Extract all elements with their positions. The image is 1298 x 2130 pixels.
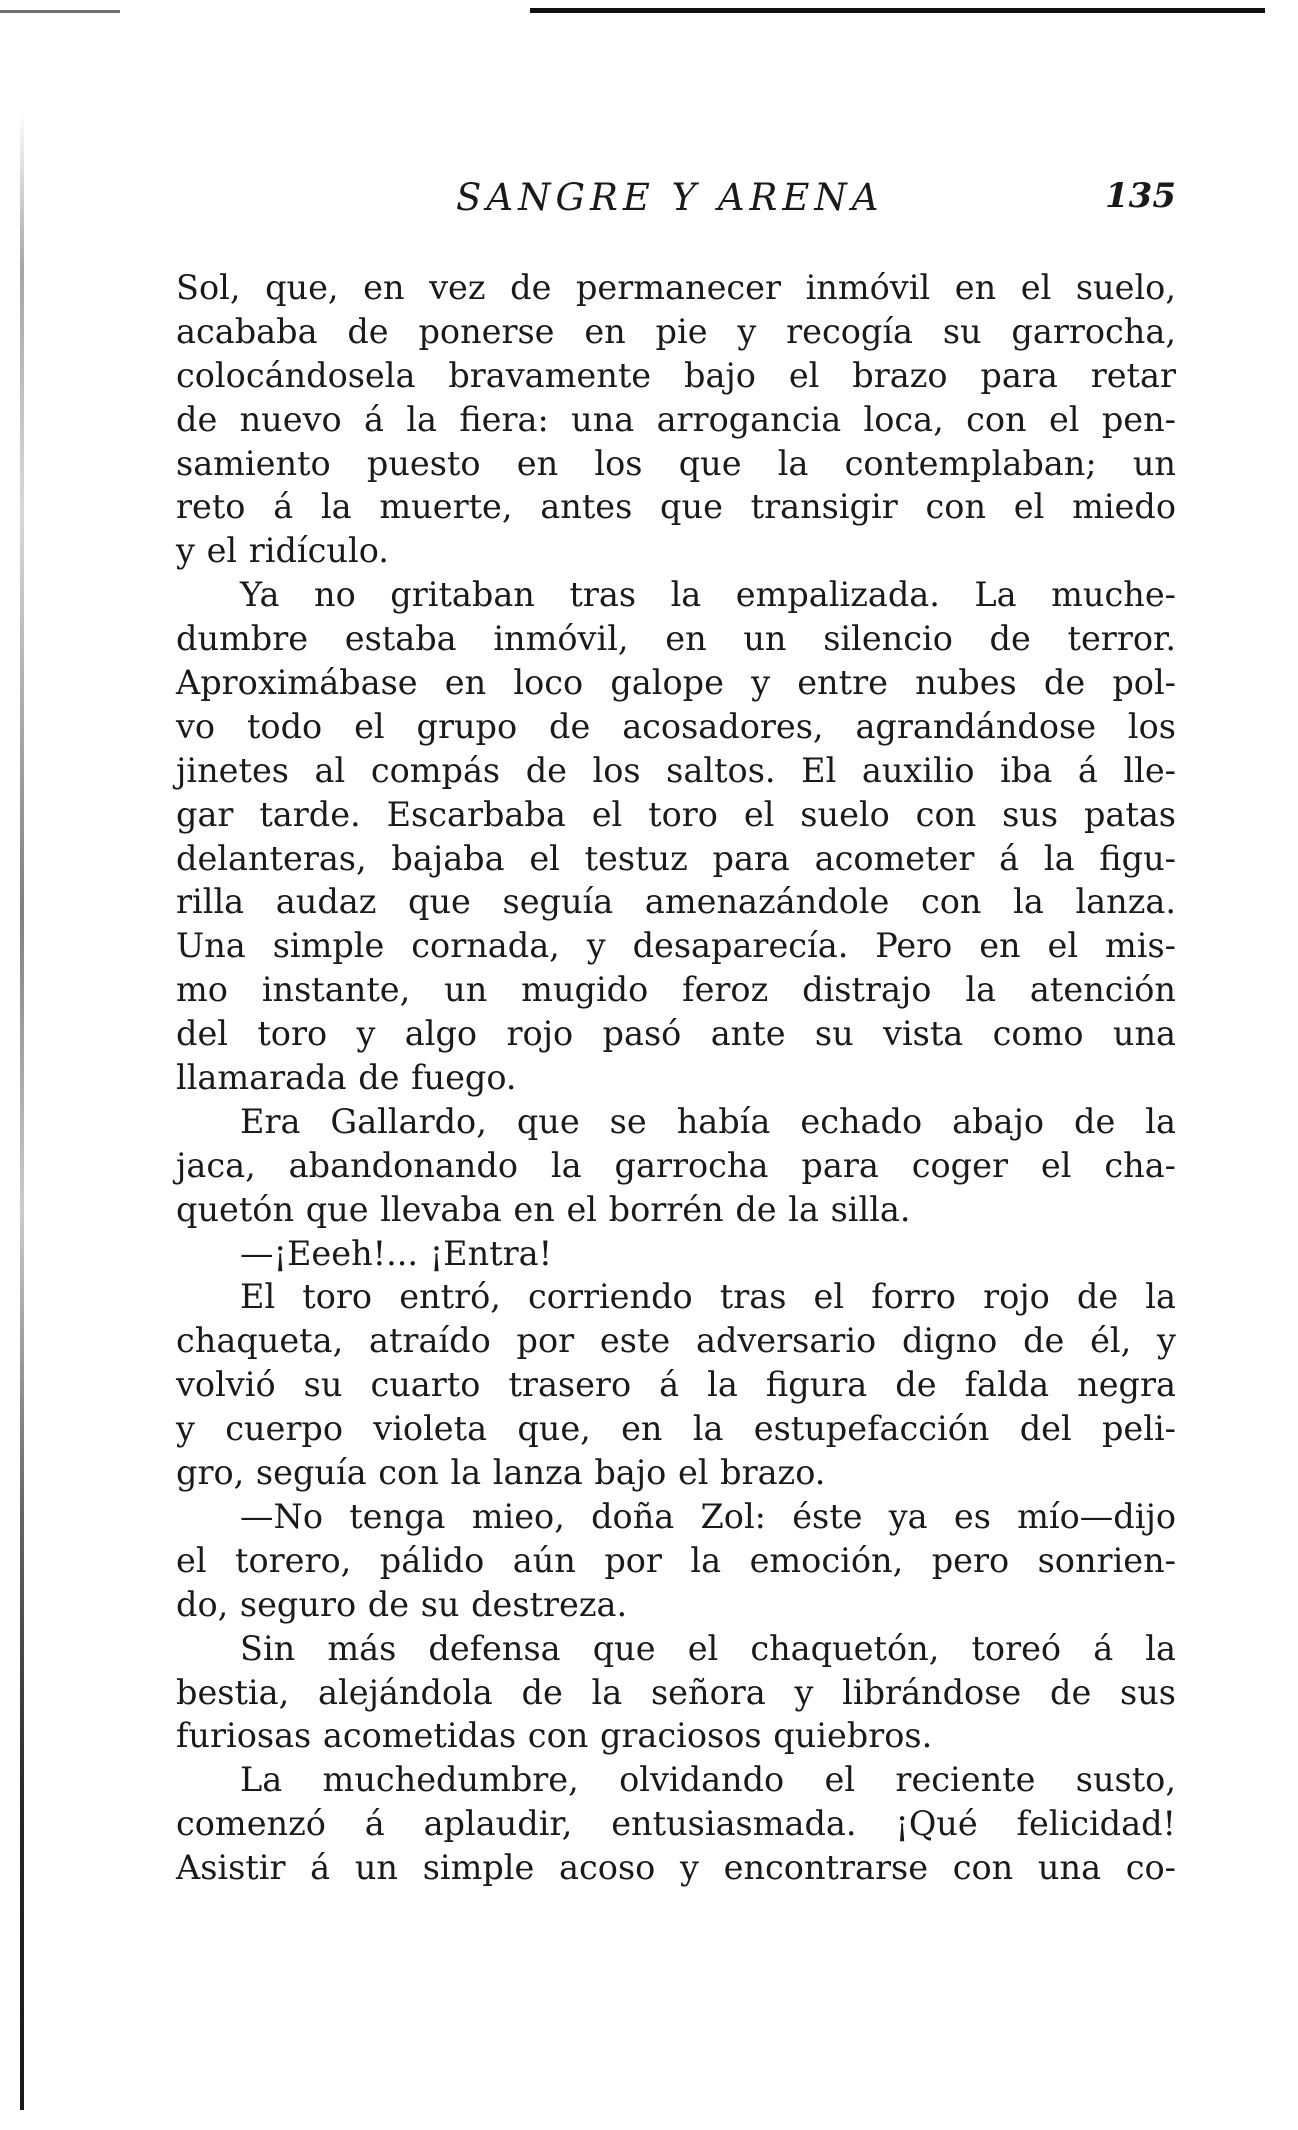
text-line: —¡Eeeh!... ¡Entra! <box>240 1233 553 1273</box>
text-line: del toro y algo rojo pasó ante su vista como una <box>176 1014 1176 1054</box>
text-line: gro, seguía con la lanza bajo el brazo. <box>176 1453 826 1493</box>
scan-top-rule <box>530 8 1265 13</box>
text-line: samiento puesto en los que la contemplaban; un <box>176 443 1176 483</box>
text-line: quetón que llevaba en el borrén de la silla. <box>176 1189 911 1229</box>
text-line: Sin más defensa que el chaquetón, toreó á la <box>240 1628 1176 1668</box>
text-line: chaqueta, atraído por este adversario digno de él, y <box>176 1321 1176 1361</box>
text-line: comenzó á aplaudir, entusiasmada. ¡Qué felicidad! <box>176 1804 1176 1844</box>
text-line: Aproximábase en loco galope y entre nubes de pol- <box>176 663 1176 703</box>
running-header <box>176 176 1176 226</box>
text-line: vo todo el grupo de acosadores, agrandándose los <box>176 706 1176 746</box>
text-line: jaca, abandonando la garrocha para coger el cha- <box>176 1145 1176 1185</box>
text-line: jinetes al compás de los saltos. El auxilio iba á lle- <box>176 750 1176 790</box>
text-line: Asistir á un simple acoso y encontrarse con una co- <box>176 1848 1176 1888</box>
text-line: —No tenga mieo, doña Zol: éste ya es mío—dijo <box>240 1496 1176 1536</box>
text-line: acababa de ponerse en pie y recogía su garrocha, <box>176 311 1176 351</box>
text-line: llamarada de fuego. <box>176 1058 517 1098</box>
text-line: de nuevo á la fiera: una arrogancia loca, con el pen- <box>176 399 1176 439</box>
scan-binding-shadow <box>20 110 24 2110</box>
text-line: dumbre estaba inmóvil, en un silencio de terror. <box>176 619 1176 659</box>
text-line: delanteras, bajaba el testuz para acometer á la figu- <box>176 838 1176 878</box>
text-line: reto á la muerte, antes que transigir con el miedo <box>176 487 1176 527</box>
scan-edge-mark <box>0 10 120 13</box>
text-line: furiosas acometidas con graciosos quiebros. <box>176 1716 933 1756</box>
text-line: El toro entró, corriendo tras el forro rojo de la <box>240 1277 1176 1317</box>
text-line: rilla audaz que seguía amenazándole con la lanza. <box>176 882 1176 922</box>
text-line: do, seguro de su destreza. <box>176 1584 628 1624</box>
text-line: bestia, alejándola de la señora y librándose de sus <box>176 1672 1176 1712</box>
text-line: el torero, pálido aún por la emoción, pero sonrien- <box>176 1540 1176 1580</box>
running-title: SANGRE Y ARENA <box>456 176 884 219</box>
text-line: colocándosela bravamente bajo el brazo para retar <box>176 355 1176 395</box>
text-line: Sol, que, en vez de permanecer inmóvil en el suelo, <box>176 268 1176 307</box>
text-line: Era Gallardo, que se había echado abajo de la <box>240 1101 1176 1141</box>
body-text <box>176 266 1176 1890</box>
page-number: 135 <box>1105 176 1176 216</box>
text-line: y el ridículo. <box>176 531 389 571</box>
text-line: Una simple cornada, y desaparecía. Pero en el mis- <box>176 926 1176 966</box>
text-line: mo instante, un mugido feroz distrajo la atención <box>176 970 1176 1010</box>
text-line: La muchedumbre, olvidando el reciente susto, <box>240 1760 1176 1800</box>
text-line: gar tarde. Escarbaba el toro el suelo con sus patas <box>176 794 1176 834</box>
text-line: y cuerpo violeta que, en la estupefacción del peli- <box>176 1409 1176 1449</box>
text-line: volvió su cuarto trasero á la figura de falda negra <box>176 1365 1176 1405</box>
text-line: Ya no gritaban tras la empalizada. La muche- <box>240 575 1176 615</box>
